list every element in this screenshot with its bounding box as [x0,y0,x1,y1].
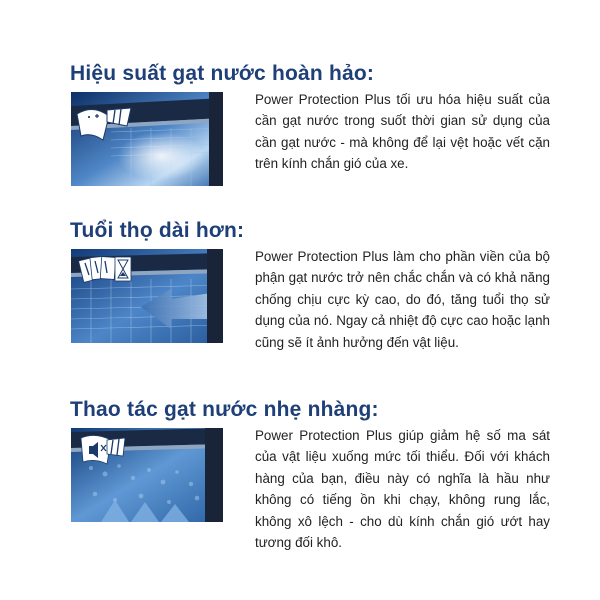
section-heading: Thao tác gạt nước nhẹ nhàng: [70,398,379,421]
wiper-blade-image [71,249,223,343]
cards-hourglass-icon [79,256,131,282]
section-body: Power Protection Plus tối ưu hóa hiệu suất của cần gạt nước trong suốt thời gian sử dụng của cần gạt nước - mà không để lại vệt hoặc vết cặn trên kính chắn gió của xe. [255,92,550,172]
wiper-blade-image [71,92,223,186]
section-heading: Tuổi thọ dài hơn: [70,219,245,242]
wiper-blade-image [71,428,223,522]
section-body: Power Protection Plus giúp giảm hệ số ma sát của vật liệu xuống mức tối thiểu. Đối với khách hàng của bạn, điều này có nghĩa là hầu như không có tiếng ồn khi chạy, không rung lắc, không xô lệch - cho dù kính chắn gió ướt hay tương đối khô. [255,428,550,551]
section-heading: Hiệu suất gạt nước hoàn hảo: [70,62,375,85]
section-body: Power Protection Plus làm cho phần viền của bộ phận gạt nước trở nên chắc chắn và có khả năng chống chịu cực kỳ cao, do đó, tăng tuổi thọ sử dụng của nó. Ngay cả nhiệt độ cực cao hoặc lạnh cũng sẽ ít ảnh hưởng đến vật liệu. [255,249,550,350]
